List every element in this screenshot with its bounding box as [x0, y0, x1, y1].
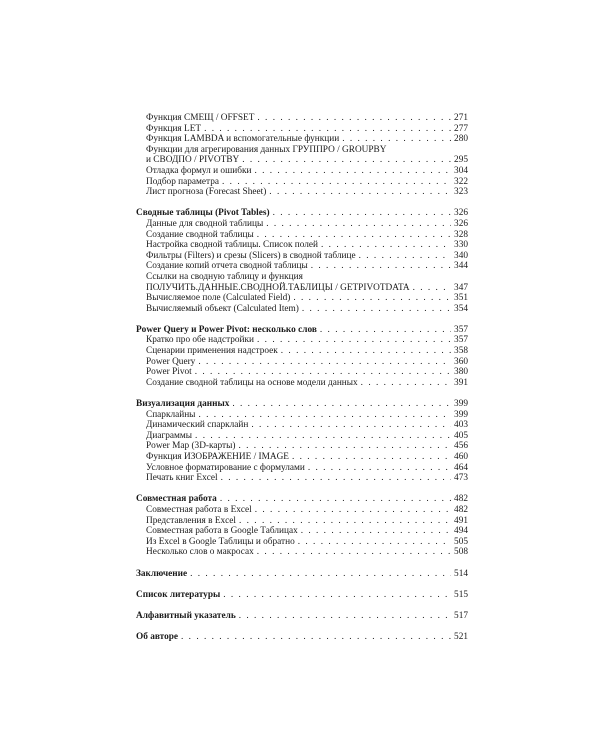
toc-section-entry[interactable] — [136, 441, 468, 452]
toc-page-number: 357 — [454, 324, 468, 335]
dot-leader — [257, 335, 451, 346]
toc-section-entry[interactable] — [136, 261, 468, 272]
toc-entry-title: Динамический спарклайн — [146, 420, 249, 431]
dot-leader — [238, 441, 451, 452]
toc-entry-title: Представления в Excel — [146, 515, 236, 526]
dot-leader — [266, 219, 451, 230]
toc-entry-title: Кратко про обе надстройки — [146, 335, 255, 346]
dot-leader — [302, 304, 451, 315]
dot-leader — [195, 431, 451, 442]
toc-section-entry[interactable] — [136, 166, 468, 177]
toc-entry-title: Диаграммы — [146, 430, 193, 441]
toc-section-entry[interactable] — [136, 187, 468, 198]
dot-leader — [281, 346, 451, 357]
toc-section-entry[interactable] — [136, 251, 468, 262]
toc-page-number: 330 — [454, 240, 468, 251]
toc-entry-title: Power Map (3D-карты) — [146, 441, 236, 452]
dot-leader — [239, 516, 451, 527]
toc-entry-title: Функция LAMBDA и вспомогательные функции — [146, 134, 340, 145]
toc-entry-title: Совместная работа в Google Таблицах — [146, 526, 298, 537]
toc-entry-title: Функция LET — [146, 123, 202, 134]
toc-entry-title: Сценарии применения надстроек — [146, 346, 278, 357]
toc-section-entry[interactable] — [136, 304, 468, 315]
dot-leader — [301, 526, 451, 537]
toc-page-number: 328 — [454, 229, 468, 240]
toc-entry-title: Функция СМЕЩ / OFFSET — [146, 113, 255, 123]
toc-chapter-entry[interactable] — [136, 399, 468, 410]
toc-section-entry[interactable] — [136, 367, 468, 378]
toc-page-number: 347 — [454, 282, 468, 293]
dot-leader — [232, 399, 451, 410]
toc-entry-title: Из Excel в Google Таблицы и обратно — [146, 536, 295, 547]
toc-section-entry[interactable] — [136, 452, 468, 463]
toc-entry-title: Функция ИЗОБРАЖЕНИЕ / IMAGE — [146, 452, 289, 462]
toc-page-number: 482 — [454, 504, 468, 515]
toc-entry-title: Ссылки на сводную таблицу и функция — [146, 271, 303, 282]
toc-section-entry[interactable] — [136, 124, 468, 135]
toc-page-number: 304 — [454, 165, 468, 176]
toc-page-number: 515 — [454, 589, 468, 600]
dot-leader — [257, 113, 451, 124]
toc-chapter-entry[interactable] — [136, 208, 468, 219]
toc-section-entry[interactable] — [136, 431, 468, 442]
toc-entry-title: Алфавитный указатель — [136, 610, 236, 621]
dot-leader — [257, 230, 451, 241]
toc-section-entry[interactable] — [136, 335, 468, 346]
toc-page-number: 277 — [454, 123, 468, 134]
toc-entry-title: Фильтры (Filters) и срезы (Slicers) в сводной таблице — [146, 250, 356, 261]
toc-entry-title: Создание сводной таблицы — [146, 229, 254, 240]
toc-entry-title: Совместная работа в Excel — [146, 504, 252, 515]
toc-entry-title: Сводные таблицы (Pivot Tables) — [136, 208, 270, 219]
section-gap — [136, 558, 468, 569]
toc-page-number: 405 — [454, 430, 468, 441]
table-of-contents — [136, 113, 468, 643]
dot-leader — [269, 187, 451, 198]
dot-leader — [251, 420, 451, 431]
toc-entry-title: Отладка формул и ошибки — [146, 165, 252, 176]
dot-leader — [308, 463, 451, 474]
section-gap — [136, 314, 468, 325]
toc-section-entry[interactable] — [136, 378, 468, 389]
dot-leader — [195, 367, 451, 378]
toc-section-entry[interactable] — [136, 526, 468, 537]
dot-leader — [198, 410, 451, 421]
toc-section-entry[interactable] — [136, 283, 468, 294]
toc-entry-title: Список литературы — [136, 589, 221, 600]
toc-section-entry[interactable] — [136, 293, 468, 304]
section-gap — [136, 622, 468, 633]
toc-page-number: 357 — [454, 335, 468, 346]
toc-page-number: 326 — [454, 218, 468, 229]
toc-entry-title: Визуализация данных — [136, 399, 230, 410]
toc-page-number: 280 — [454, 134, 468, 145]
dot-leader — [361, 378, 451, 389]
toc-section-entry[interactable] — [136, 134, 468, 145]
toc-page-number: 508 — [454, 547, 468, 558]
toc-page-number: 514 — [454, 568, 468, 579]
toc-entry-title: Вычисляемое поле (Calculated Field) — [146, 293, 291, 304]
toc-entry-title: Power Query — [146, 356, 196, 367]
toc-section-entry[interactable] — [136, 113, 468, 124]
dot-leader — [220, 494, 451, 505]
toc-page-number: 358 — [454, 346, 468, 357]
toc-entry-title: Power Pivot — [146, 367, 192, 378]
toc-page-number: 391 — [454, 377, 468, 388]
toc-entry-title: Подбор параметра — [146, 176, 220, 187]
toc-entry-title: Несколько слов о макросах — [146, 547, 254, 558]
toc-page-number: 403 — [454, 420, 468, 431]
toc-page-number: 399 — [454, 399, 468, 410]
toc-section-entry[interactable] — [136, 505, 468, 516]
toc-page-number: 494 — [454, 526, 468, 537]
toc-chapter-entry[interactable] — [136, 632, 468, 643]
toc-section-entry[interactable] — [136, 346, 468, 357]
toc-chapter-entry[interactable] — [136, 611, 468, 622]
toc-entry-title: Настройка сводной таблицы. Список полей — [146, 240, 319, 251]
toc-entry-title: Лист прогноза (Forecast Sheet) — [146, 187, 267, 198]
toc-section-entry[interactable] — [136, 463, 468, 474]
dot-leader — [181, 632, 451, 643]
toc-section-entry[interactable] — [136, 516, 468, 527]
dot-leader — [221, 473, 451, 484]
section-gap — [136, 579, 468, 590]
toc-page-number: 399 — [454, 409, 468, 420]
toc-entry-title: Совместная работа — [136, 494, 217, 505]
dot-leader — [292, 452, 451, 463]
toc-section-entry[interactable] — [136, 420, 468, 431]
toc-entry-title: Создание копий отчета сводной таблицы — [146, 261, 308, 272]
section-gap — [136, 484, 468, 495]
section-gap — [136, 198, 468, 209]
toc-page-number: 464 — [454, 462, 468, 473]
toc-entry-title: Об авторе — [136, 632, 179, 643]
dot-leader — [239, 611, 451, 622]
toc-entry-title: Функции для агрегирования данных ГРУППРО / GROUPBY — [146, 144, 387, 155]
dot-leader — [293, 293, 451, 304]
toc-entry-title: Печать книг Excel — [146, 473, 218, 484]
toc-page-number: 326 — [454, 208, 468, 219]
toc-page-number: 351 — [454, 293, 468, 304]
dot-leader — [298, 537, 451, 548]
toc-page-number: 360 — [454, 356, 468, 367]
toc-page-number: 456 — [454, 441, 468, 452]
toc-entry-title: Вычисляемый объект (Calculated Item) — [146, 303, 299, 314]
toc-section-entry[interactable] — [136, 219, 468, 230]
toc-page-number: 295 — [454, 155, 468, 166]
dot-leader — [198, 357, 451, 368]
toc-page-number: 340 — [454, 250, 468, 261]
toc-chapter-entry[interactable] — [136, 590, 468, 601]
dot-leader — [321, 240, 451, 251]
toc-page-number: 473 — [454, 473, 468, 484]
toc-entry-title: Power Query и Power Pivot: несколько слов — [136, 324, 317, 335]
dot-leader — [204, 124, 451, 135]
toc-entry-title: Заключение — [136, 568, 188, 579]
toc-section-entry[interactable] — [136, 272, 468, 283]
toc-chapter-entry[interactable] — [136, 569, 468, 580]
section-gap — [136, 388, 468, 399]
toc-chapter-entry[interactable] — [136, 494, 468, 505]
toc-page-number: 380 — [454, 367, 468, 378]
dot-leader — [257, 547, 451, 558]
dot-leader — [255, 505, 451, 516]
dot-leader — [311, 261, 451, 272]
toc-page-number: 521 — [454, 632, 468, 643]
toc-section-entry[interactable] — [136, 240, 468, 251]
toc-section-entry[interactable] — [136, 547, 468, 558]
toc-section-entry[interactable] — [136, 155, 468, 166]
toc-section-entry[interactable] — [136, 410, 468, 421]
toc-page-number: 323 — [454, 187, 468, 198]
toc-entry-title: Создание сводной таблицы на основе модели данных — [146, 377, 358, 388]
toc-page-number: 517 — [454, 610, 468, 621]
toc-section-entry[interactable] — [136, 473, 468, 484]
toc-section-entry[interactable] — [136, 537, 468, 548]
toc-page-number: 505 — [454, 536, 468, 547]
toc-page-number: 482 — [454, 494, 468, 505]
toc-page-number: 491 — [454, 515, 468, 526]
toc-page-number: 460 — [454, 452, 468, 462]
dot-leader — [242, 155, 451, 166]
toc-entry-title: и СВОДПО / PIVOTBY — [146, 155, 240, 166]
dot-leader — [273, 208, 451, 219]
toc-entry-title: Данные для сводной таблицы — [146, 218, 264, 229]
dot-leader — [222, 177, 451, 188]
toc-entry-title: ПОЛУЧИТЬ.ДАННЫЕ.СВОДНОЙ.ТАБЛИЦЫ / GETPIVOTDATA — [146, 282, 410, 293]
dot-leader — [223, 590, 451, 601]
dot-leader — [359, 251, 451, 262]
dot-leader — [413, 283, 451, 294]
toc-section-entry[interactable] — [136, 177, 468, 188]
toc-section-entry[interactable] — [136, 230, 468, 241]
toc-section-entry[interactable] — [136, 357, 468, 368]
dot-leader — [254, 166, 451, 177]
section-gap — [136, 600, 468, 611]
toc-page-number: 322 — [454, 176, 468, 187]
dot-leader — [190, 569, 451, 580]
toc-page-number: 344 — [454, 261, 468, 272]
dot-leader — [342, 134, 451, 145]
toc-section-entry[interactable] — [136, 145, 468, 156]
dot-leader — [320, 325, 451, 336]
toc-page-number: 271 — [454, 113, 468, 123]
toc-page-number: 354 — [454, 303, 468, 314]
toc-chapter-entry[interactable] — [136, 325, 468, 336]
toc-entry-title: Спарклайны — [146, 409, 196, 420]
toc-entry-title: Условное форматирование с формулами — [146, 462, 305, 473]
